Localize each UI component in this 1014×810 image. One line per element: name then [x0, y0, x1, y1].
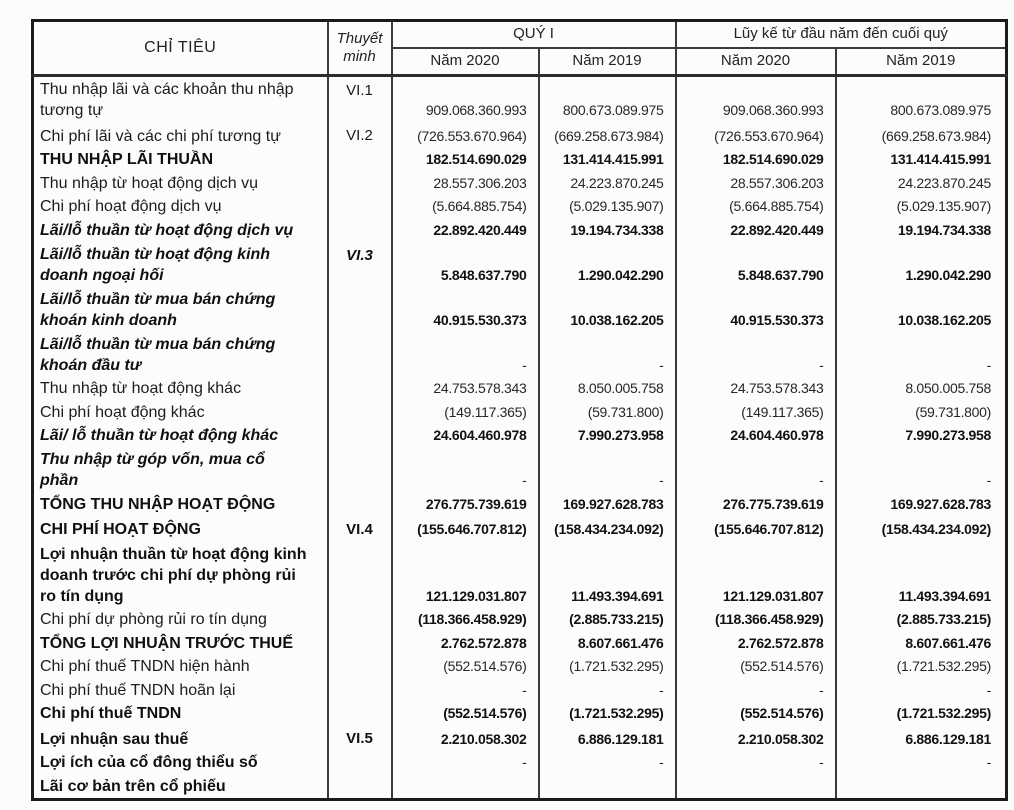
- value-ytd-2020: -: [676, 447, 836, 492]
- row-label: Chi phí thuế TNDN hiện hành: [40, 658, 250, 676]
- value-ytd-2019: 6.886.129.181: [836, 725, 1007, 751]
- row-note: VI.4: [328, 516, 392, 542]
- value-ytd-2020: -: [676, 678, 836, 702]
- value-ytd-2020: 24.753.578.343: [676, 377, 836, 401]
- row-label: Thu nhập từ góp vốn, mua cổ phần: [40, 451, 265, 490]
- value-ytd-2020: (149.117.365): [676, 400, 836, 424]
- row-label: CHI PHÍ HOẠT ĐỘNG: [40, 521, 201, 539]
- row-note: [328, 702, 392, 726]
- table-row: [33, 751, 1007, 775]
- table-row: [33, 76, 1007, 123]
- row-label: Thu nhập lãi và các khoản thu nhập tương tự: [40, 81, 294, 120]
- value-ytd-2019: 169.927.628.783: [836, 492, 1007, 516]
- value-ytd-2020: 24.604.460.978: [676, 424, 836, 448]
- table-row: [33, 400, 1007, 424]
- value-q1-2019: -: [539, 447, 676, 492]
- value-ytd-2019: 131.414.415.991: [836, 148, 1007, 172]
- value-ytd-2019: [836, 774, 1007, 799]
- row-note: [328, 377, 392, 401]
- row-label: Chi phí hoạt động khác: [40, 403, 205, 421]
- value-q1-2020: -: [392, 332, 539, 377]
- value-q1-2020: (5.664.885.754): [392, 195, 539, 219]
- row-label: Lợi ích của cổ đông thiểu số: [40, 754, 258, 772]
- row-note: VI.2: [328, 122, 392, 148]
- row-note: [328, 492, 392, 516]
- table-row: [33, 195, 1007, 219]
- header-quarter-group: QUÝ I: [392, 21, 676, 48]
- value-ytd-2020: 40.915.530.373: [676, 287, 836, 332]
- value-q1-2019: 24.223.870.245: [539, 171, 676, 195]
- row-note: [328, 631, 392, 655]
- value-ytd-2020: 276.775.739.619: [676, 492, 836, 516]
- value-ytd-2020: 182.514.690.029: [676, 148, 836, 172]
- value-ytd-2019: -: [836, 332, 1007, 377]
- value-q1-2020: 2.210.058.302: [392, 725, 539, 751]
- value-ytd-2019: 19.194.734.338: [836, 218, 1007, 242]
- value-ytd-2020: (552.514.576): [676, 702, 836, 726]
- row-note: [328, 332, 392, 377]
- row-label: Lãi cơ bản trên cổ phiếu: [40, 778, 226, 795]
- row-note: VI.3: [328, 242, 392, 287]
- value-ytd-2020: 121.129.031.807: [676, 541, 836, 607]
- value-q1-2019: (669.258.673.984): [539, 122, 676, 148]
- value-ytd-2020: 5.848.637.790: [676, 242, 836, 287]
- value-q1-2020: (155.646.707.812): [392, 516, 539, 542]
- value-q1-2020: [392, 774, 539, 799]
- value-q1-2020: 909.068.360.993: [392, 76, 539, 123]
- value-q1-2020: (552.514.576): [392, 702, 539, 726]
- row-note: [328, 447, 392, 492]
- header-ytd-group: Lũy kế từ đầu năm đến cuối quý: [676, 21, 1007, 48]
- value-q1-2019: 7.990.273.958: [539, 424, 676, 448]
- row-note: [328, 774, 392, 799]
- value-q1-2019: 131.414.415.991: [539, 148, 676, 172]
- row-label: Lợi nhuận sau thuế: [40, 730, 189, 748]
- table-row: [33, 492, 1007, 516]
- row-label: TỔNG THU NHẬP HOẠT ĐỘNG: [40, 495, 276, 513]
- value-ytd-2020: (726.553.670.964): [676, 122, 836, 148]
- value-q1-2020: 182.514.690.029: [392, 148, 539, 172]
- value-ytd-2019: (2.885.733.215): [836, 608, 1007, 632]
- header-note: Thuyết minh: [328, 21, 392, 76]
- row-note: [328, 148, 392, 172]
- value-q1-2019: 6.886.129.181: [539, 725, 676, 751]
- row-note: [328, 218, 392, 242]
- value-q1-2019: (59.731.800): [539, 400, 676, 424]
- table-row: [33, 148, 1007, 172]
- header-ytd-year-2020: Năm 2020: [676, 48, 836, 76]
- value-q1-2019: -: [539, 332, 676, 377]
- header-indicator: CHỈ TIÊU: [144, 39, 217, 56]
- value-q1-2020: 121.129.031.807: [392, 541, 539, 607]
- value-q1-2020: (726.553.670.964): [392, 122, 539, 148]
- value-q1-2020: -: [392, 447, 539, 492]
- row-label: Chi phí dự phòng rủi ro tín dụng: [40, 611, 267, 629]
- value-ytd-2020: [676, 774, 836, 799]
- table-row: [33, 541, 1007, 607]
- table-row: [33, 678, 1007, 702]
- header-q1-year-2019: Năm 2019: [539, 48, 676, 76]
- value-ytd-2019: (59.731.800): [836, 400, 1007, 424]
- value-ytd-2020: 2.762.572.878: [676, 631, 836, 655]
- value-ytd-2020: (5.664.885.754): [676, 195, 836, 219]
- table-row: [33, 377, 1007, 401]
- row-note: [328, 541, 392, 607]
- value-q1-2020: 28.557.306.203: [392, 171, 539, 195]
- row-label: THU NHẬP LÃI THUẦN: [40, 151, 214, 169]
- value-q1-2020: (149.117.365): [392, 400, 539, 424]
- value-q1-2019: -: [539, 751, 676, 775]
- row-label: Lãi/ lỗ thuần từ hoạt động khác: [40, 427, 279, 445]
- value-q1-2019: (2.885.733.215): [539, 608, 676, 632]
- row-note: [328, 608, 392, 632]
- value-ytd-2019: -: [836, 447, 1007, 492]
- row-label: Chi phí thuế TNDN hoãn lại: [40, 681, 236, 699]
- value-q1-2020: 2.762.572.878: [392, 631, 539, 655]
- value-ytd-2020: -: [676, 751, 836, 775]
- row-note: [328, 751, 392, 775]
- row-label: TỔNG LỢI NHUẬN TRƯỚC THUẾ: [40, 634, 293, 652]
- value-ytd-2019: (1.721.532.295): [836, 702, 1007, 726]
- table-row: [33, 631, 1007, 655]
- value-q1-2020: 40.915.530.373: [392, 287, 539, 332]
- table-header: [33, 21, 1007, 76]
- value-ytd-2019: (669.258.673.984): [836, 122, 1007, 148]
- row-label: Thu nhập từ hoạt động khác: [40, 380, 242, 398]
- value-q1-2019: 1.290.042.290: [539, 242, 676, 287]
- value-ytd-2019: -: [836, 678, 1007, 702]
- value-q1-2019: 169.927.628.783: [539, 492, 676, 516]
- value-ytd-2019: -: [836, 751, 1007, 775]
- row-label: Chi phí thuế TNDN: [40, 705, 182, 723]
- value-ytd-2019: 10.038.162.205: [836, 287, 1007, 332]
- row-note: [328, 678, 392, 702]
- value-ytd-2020: (155.646.707.812): [676, 516, 836, 542]
- value-ytd-2019: (158.434.234.092): [836, 516, 1007, 542]
- income-statement-table: [31, 19, 1008, 801]
- row-label: Lãi/lỗ thuần từ hoạt động kinh doanh ngoại hối: [40, 245, 271, 284]
- value-q1-2019: (158.434.234.092): [539, 516, 676, 542]
- header-q1-year-2020: Năm 2020: [392, 48, 539, 76]
- value-q1-2020: -: [392, 678, 539, 702]
- row-note: [328, 424, 392, 448]
- row-note: [328, 195, 392, 219]
- row-note: [328, 400, 392, 424]
- value-ytd-2019: 800.673.089.975: [836, 76, 1007, 123]
- row-label: Lãi/lỗ thuần từ hoạt động dịch vụ: [40, 221, 294, 239]
- value-q1-2019: 8.607.661.476: [539, 631, 676, 655]
- value-q1-2019: 8.050.005.758: [539, 377, 676, 401]
- value-q1-2019: (1.721.532.295): [539, 655, 676, 679]
- row-note: VI.5: [328, 725, 392, 751]
- value-q1-2020: 22.892.420.449: [392, 218, 539, 242]
- table-row: [33, 171, 1007, 195]
- table-row: [33, 608, 1007, 632]
- value-q1-2020: 24.753.578.343: [392, 377, 539, 401]
- value-q1-2019: -: [539, 678, 676, 702]
- value-ytd-2019: 24.223.870.245: [836, 171, 1007, 195]
- value-q1-2019: (1.721.532.295): [539, 702, 676, 726]
- value-ytd-2019: 7.990.273.958: [836, 424, 1007, 448]
- value-q1-2020: (118.366.458.929): [392, 608, 539, 632]
- table-row: [33, 702, 1007, 726]
- table-row: [33, 332, 1007, 377]
- table-row: [33, 218, 1007, 242]
- value-q1-2020: (552.514.576): [392, 655, 539, 679]
- value-ytd-2019: (5.029.135.907): [836, 195, 1007, 219]
- value-ytd-2020: 22.892.420.449: [676, 218, 836, 242]
- value-q1-2019: 11.493.394.691: [539, 541, 676, 607]
- row-label: Lãi/lỗ thuần từ mua bán chứng khoán kinh doanh: [40, 290, 276, 329]
- row-label: Thu nhập từ hoạt động dịch vụ: [40, 174, 258, 192]
- value-ytd-2019: 11.493.394.691: [836, 541, 1007, 607]
- table-row: [33, 287, 1007, 332]
- value-q1-2020: 24.604.460.978: [392, 424, 539, 448]
- table-row: [33, 122, 1007, 148]
- value-q1-2019: [539, 774, 676, 799]
- row-label: Lợi nhuận thuần từ hoạt động kinh doanh trước chi phí dự phòng rủi ro tín dụng: [40, 545, 307, 605]
- value-q1-2020: 5.848.637.790: [392, 242, 539, 287]
- table-row: [33, 424, 1007, 448]
- value-ytd-2020: 909.068.360.993: [676, 76, 836, 123]
- row-note: [328, 171, 392, 195]
- row-label: Chi phí lãi và các chi phí tương tự: [40, 127, 281, 145]
- value-ytd-2019: 8.607.661.476: [836, 631, 1007, 655]
- value-q1-2020: 276.775.739.619: [392, 492, 539, 516]
- value-q1-2020: -: [392, 751, 539, 775]
- table-row: [33, 774, 1007, 799]
- row-note: [328, 287, 392, 332]
- table-row: [33, 242, 1007, 287]
- row-note: VI.1: [328, 76, 392, 123]
- value-q1-2019: (5.029.135.907): [539, 195, 676, 219]
- value-ytd-2020: -: [676, 332, 836, 377]
- row-label: Chi phí hoạt động dịch vụ: [40, 198, 222, 216]
- value-ytd-2019: 1.290.042.290: [836, 242, 1007, 287]
- value-q1-2019: 10.038.162.205: [539, 287, 676, 332]
- table-body: [33, 76, 1007, 800]
- header-ytd-year-2019: Năm 2019: [836, 48, 1007, 76]
- value-ytd-2019: 8.050.005.758: [836, 377, 1007, 401]
- table-row: [33, 725, 1007, 751]
- table-row: [33, 655, 1007, 679]
- value-ytd-2019: (1.721.532.295): [836, 655, 1007, 679]
- value-ytd-2020: (552.514.576): [676, 655, 836, 679]
- value-ytd-2020: 2.210.058.302: [676, 725, 836, 751]
- row-note: [328, 655, 392, 679]
- value-ytd-2020: 28.557.306.203: [676, 171, 836, 195]
- value-ytd-2020: (118.366.458.929): [676, 608, 836, 632]
- value-q1-2019: 19.194.734.338: [539, 218, 676, 242]
- value-q1-2019: 800.673.089.975: [539, 76, 676, 123]
- table-row: [33, 516, 1007, 542]
- table-row: [33, 447, 1007, 492]
- row-label: Lãi/lỗ thuần từ mua bán chứng khoán đầu tư: [40, 335, 276, 374]
